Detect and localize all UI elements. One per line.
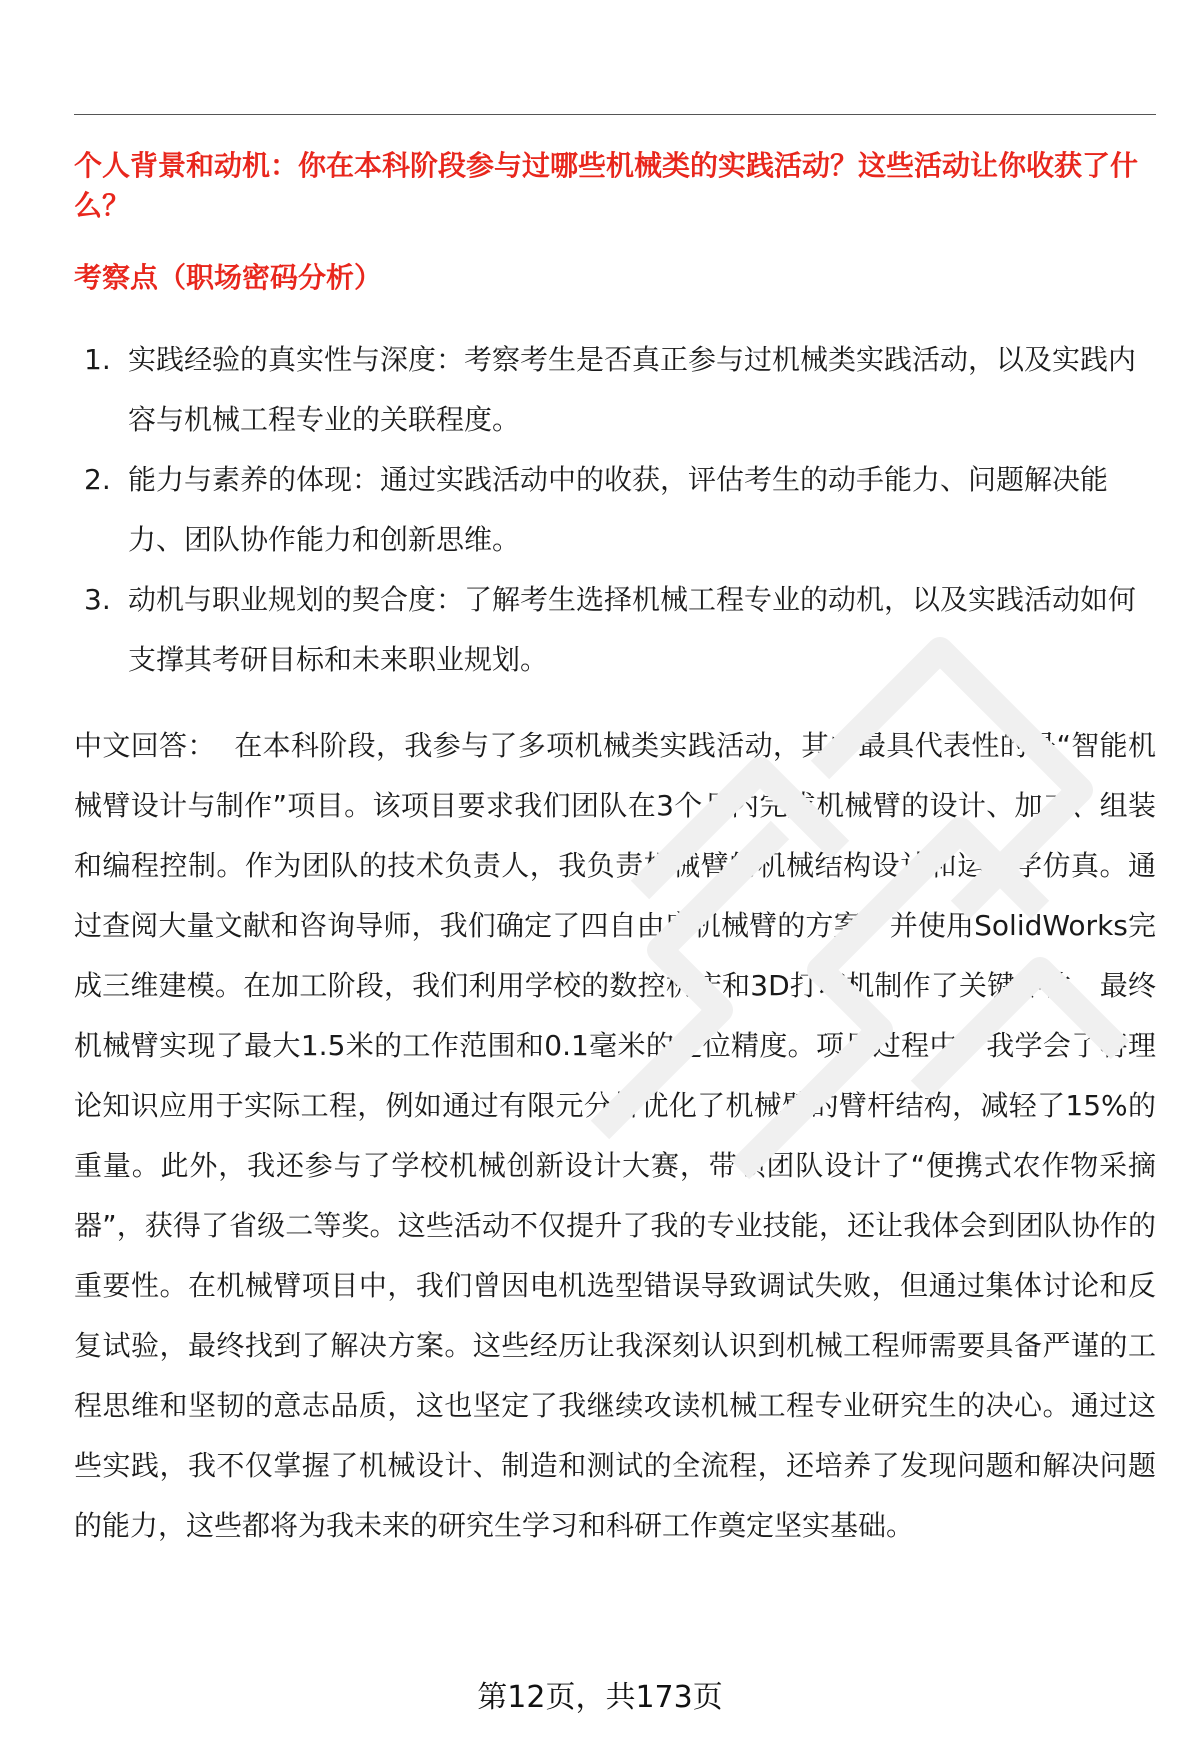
list-item-text: 动机与职业规划的契合度：了解考生选择机械工程专业的动机，以及实践活动如何支撑其考研目标和未来职业规划。 [128, 583, 1137, 676]
answer-paragraph [74, 716, 1156, 1556]
list-item-text: 实践经验的真实性与深度：考察考生是否真正参与过机械类实践活动，以及实践内容与机械工程专业的关联程度。 [128, 343, 1137, 436]
list-item-text: 能力与素养的体现：通过实践活动中的收获，评估考生的动手能力、问题解决能力、团队协作能力和创新思维。 [128, 463, 1109, 556]
list-item-number: 1. [84, 343, 111, 376]
question-title: 个人背景和动机：你在本科阶段参与过哪些机械类的实践活动？这些活动让你收获了什么？ [74, 149, 1139, 222]
list-item [74, 450, 1156, 570]
list-item [74, 570, 1156, 690]
list-item [74, 330, 1156, 450]
section-heading: 考察点（职场密码分析） [74, 261, 383, 294]
page-footer: 第12页，共173页 [477, 1680, 723, 1715]
assessment-points-list [74, 330, 1156, 690]
answer-label: 中文回答： [74, 729, 216, 762]
list-item-number: 3. [84, 583, 111, 616]
header-rule [74, 114, 1156, 115]
answer-text: 在本科阶段，我参与了多项机械类实践活动，其中最具代表性的是“智能机械臂设计与制作”项目。该项目要求我们团队在3个月内完成机械臂的设计、加工、组装和编程控制。作为团队的技术负责人，我负责机械臂的机械结构设计和运动学仿真。通过查阅大量文献和咨询导师，我们确定了四自由度机械臂的方案，并使用SolidWorks完成三维建模。在加工阶段，我们利用学校的数控机床和3D打印机制作了关键零件，最终机械臂实现了最大1.5米的工作范围和0.1毫米的定位精度。项目过程中，我学会了将理论知识应用于实际工程，例如通过有限元分析优化了机械臂的臂杆结构，减轻了15%的重量。此外，我还参与了学校机械创新设计大赛，带领团队设计了“便携式农作物采摘器”，获得了省级二等奖。这些活动不仅提升了我的专业技能，还让我体会到团队协作的重要性。在机械臂项目中，我们曾因电机选型错误导致调试失败，但通过集体讨论和反复试验，最终找到了解决方案。这些经历让我深刻认识到机械工程师需要具备严谨的工程思维和坚韧的意志品质，这也坚定了我继续攻读机械工程专业研究生的决心。通过这些实践，我不仅掌握了机械设计、制造和测试的全流程，还培养了发现问题和解决问题的能力，这些都将为我未来的研究生学习和科研工作奠定坚实基础。 [74, 729, 1156, 1542]
list-item-number: 2. [84, 463, 111, 496]
